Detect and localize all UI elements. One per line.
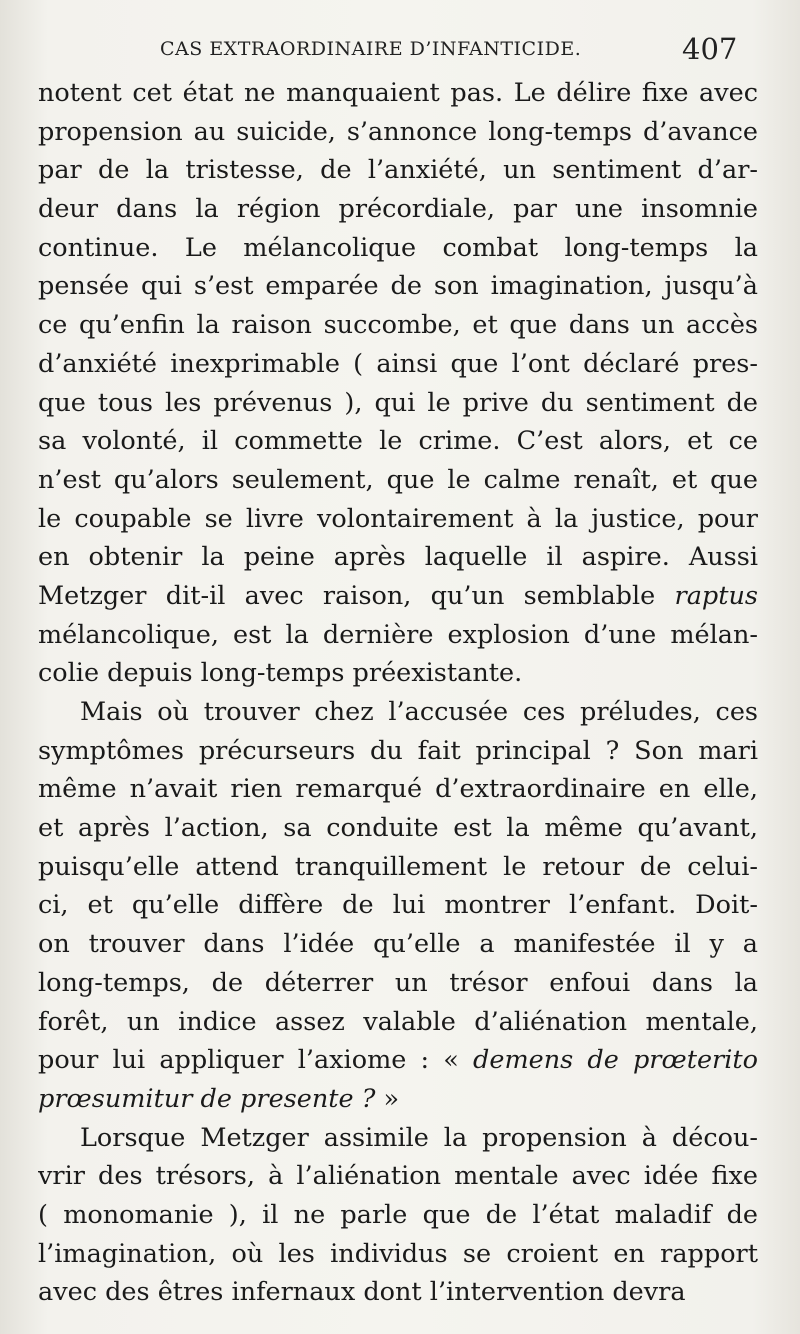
text-line: et après l’action, sa conduite est la même qu’avant, [38, 813, 758, 844]
text-line: mélancolique, est la dernière explosion d’une mélan- [38, 619, 758, 650]
text-line: ( monomanie ), il ne parle que de l’état maladif de [38, 1199, 758, 1230]
text-line [38, 1041, 758, 1080]
italic-quote: demens de prœterito [473, 1045, 758, 1076]
text-segment: Metzger dit-il avec raison, qu’un semblable [38, 580, 656, 611]
text-line: puisqu’elle attend tranquillement le retour de celui- [38, 851, 758, 882]
text-line: en obtenir la peine après laquelle il aspire. Aussi [38, 542, 758, 573]
italic-quote: prœsumitur de presente ? [38, 1083, 376, 1114]
text-segment: pour lui appliquer l’axiome : « [38, 1045, 474, 1076]
text-line: pensée qui s’est emparée de son imagination, jusqu’à [38, 271, 758, 302]
text-line [38, 577, 758, 616]
running-title: CAS EXTRAORDINAIRE D’INFANTICIDE. [160, 38, 582, 60]
running-head [0, 32, 800, 72]
text-line: forêt, un indice assez valable d’aliénation mentale, [38, 1006, 758, 1037]
text-line: sa volonté, il commette le crime. C’est alors, et ce [38, 426, 758, 457]
text-line: colie depuis long-temps préexistante. [38, 658, 523, 689]
text-line: continue. Le mélancolique combat long-temps la [38, 232, 758, 263]
text-line: n’est qu’alors seulement, que le calme renaît, et que [38, 464, 758, 495]
text-line: ci, et qu’elle diffère de lui montrer l’enfant. Doit- [38, 890, 758, 921]
text-line: avec des êtres infernaux dont l’intervention devra [38, 1277, 686, 1308]
text-line [38, 1080, 758, 1119]
text-line: vrir des trésors, à l’aliénation mentale avec idée fixe [38, 1161, 758, 1192]
text-line: l’imagination, où les individus se croient en rapport [38, 1238, 758, 1269]
text-line: d’anxiété inexprimable ( ainsi que l’ont déclaré pres- [38, 348, 758, 379]
text-segment: » [375, 1083, 400, 1114]
text-line: long-temps, de déterrer un trésor enfoui dans la [38, 967, 758, 998]
text-line: que tous les prévenus ), qui le prive du sentiment de [38, 387, 758, 418]
text-line: le coupable se livre volontairement à la justice, pour [38, 503, 758, 534]
text-line: par de la tristesse, de l’anxiété, un sentiment d’ar- [38, 155, 758, 186]
text-line: notent cet état ne manquaient pas. Le délire fixe avec [38, 78, 758, 108]
text-line: Lorsque Metzger assimile la propension à décou- [80, 1122, 758, 1153]
page-number: 407 [682, 32, 738, 66]
text-line: on trouver dans l’idée qu’elle a manifestée il y a [38, 929, 758, 960]
text-line: deur dans la région précordiale, par une insomnie [38, 194, 758, 225]
text-line: Mais où trouver chez l’accusée ces préludes, ces [80, 697, 758, 727]
text-line: symptômes précurseurs du fait principal ? Son mari [38, 735, 758, 766]
text-line: propension au suicide, s’annonce long-temps d’avance [38, 116, 758, 147]
italic-term: raptus [674, 580, 758, 611]
text-line: ce qu’enfin la raison succombe, et que dans un accès [38, 310, 758, 341]
body-text [38, 74, 758, 1312]
text-line: même n’avait rien remarqué d’extraordinaire en elle, [38, 774, 758, 805]
